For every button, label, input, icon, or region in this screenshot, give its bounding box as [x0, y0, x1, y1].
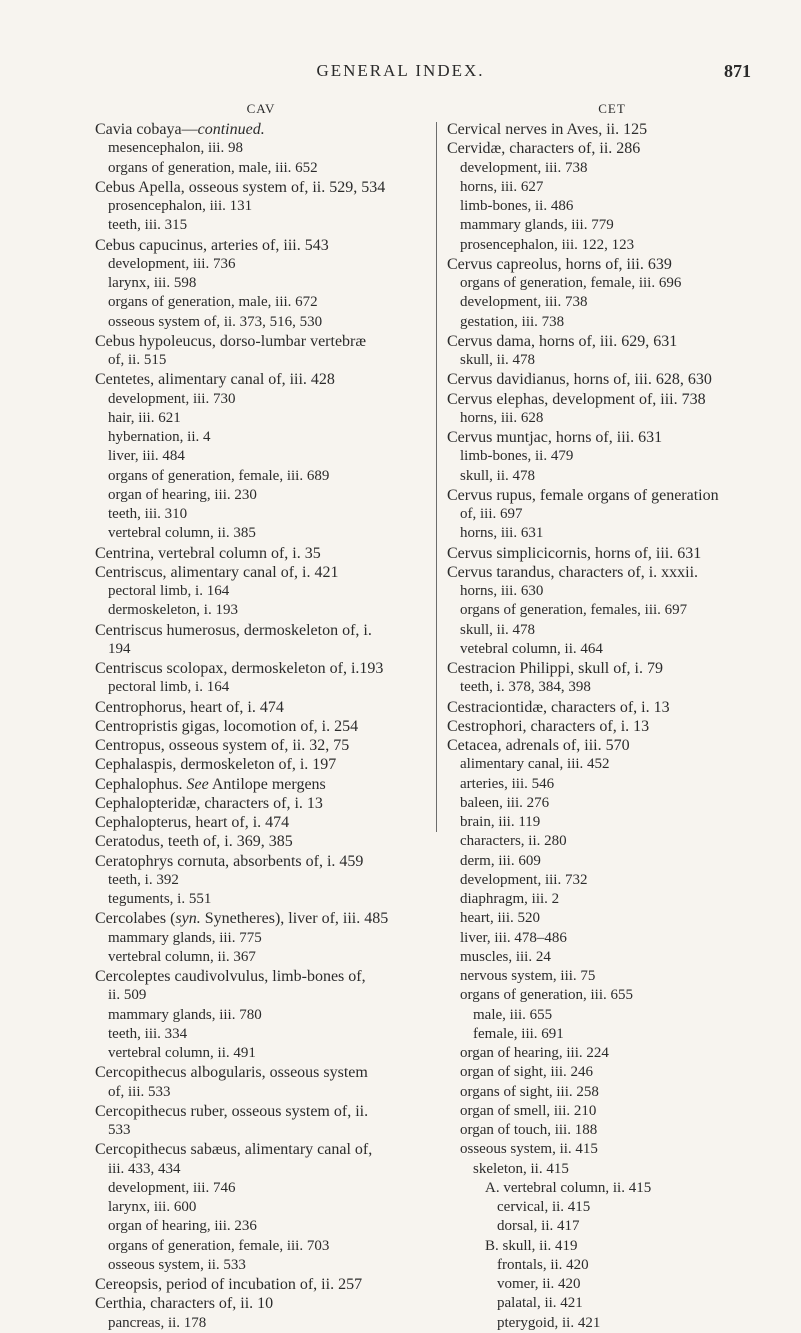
index-subentry: hybernation, ii. 4	[108, 429, 211, 445]
index-subentry: organ of hearing, iii. 230	[108, 486, 257, 503]
index-heading-entry: Centropus, osseous system of, ii. 32, 75	[95, 737, 350, 754]
index-heading-entry: Cestraciontidæ, characters of, i. 13	[447, 698, 670, 716]
index-subentry: skeleton, ii. 415	[473, 1160, 569, 1177]
index-heading-entry: Centriscus, alimentary canal of, i. 421	[95, 563, 339, 581]
index-column-left	[95, 101, 427, 1333]
index-entries-left	[95, 120, 427, 1333]
index-subentry: organs of generation, females, iii. 697	[460, 602, 688, 619]
index-heading-entry: Cercoleptes caudivolvulus, limb-bones of,	[95, 968, 366, 985]
index-subentry: dorsal, ii. 417	[497, 1218, 580, 1235]
index-subentry: 533	[108, 1122, 131, 1138]
index-entries-right	[447, 120, 777, 1333]
index-heading-entry: Cervus capreolus, horns of, iii. 639	[447, 255, 672, 273]
index-subentry: gestation, iii. 738	[460, 313, 565, 330]
index-heading-entry: Cetacea, adrenals of, iii. 570	[447, 737, 630, 754]
index-heading-entry: Cercolabes (syn. Synetheres), liver of, iii. 485	[95, 910, 389, 928]
index-subentry: brain, iii. 119	[460, 814, 541, 830]
index-subentry: skull, ii. 478	[460, 352, 536, 368]
index-subentry: ii. 509	[108, 987, 147, 1004]
running-head: GENERAL INDEX.	[316, 61, 485, 80]
index-subentry: pectoral limb, i. 164	[108, 583, 230, 599]
index-subentry: horns, iii. 630	[460, 583, 544, 599]
page-number: 871	[724, 61, 751, 81]
index-subentry: teeth, i. 378, 384, 398	[460, 679, 591, 696]
index-subentry: teeth, iii. 334	[108, 1025, 188, 1042]
index-subentry: horns, iii. 628	[460, 409, 544, 426]
index-heading-entry: Centetes, alimentary canal of, iii. 428	[95, 371, 335, 389]
index-heading-entry: Cervus rupus, female organs of generation	[447, 486, 719, 504]
index-subentry: mammary glands, iii. 775	[108, 929, 262, 946]
index-subentry: organs of generation, male, iii. 672	[108, 294, 318, 311]
index-subentry: male, iii. 655	[473, 1006, 553, 1023]
index-heading-entry: Cercopithecus albogularis, osseous system	[95, 1064, 368, 1082]
index-subentry: of, iii. 533	[108, 1083, 171, 1100]
index-subentry: development, iii. 738	[460, 294, 588, 311]
index-subentry: baleen, iii. 276	[460, 794, 550, 811]
index-subentry: organs of generation, female, iii. 696	[460, 275, 682, 291]
index-subentry: teeth, iii. 315	[108, 217, 188, 234]
index-heading-entry: Cereopsis, period of incubation of, ii. 257	[95, 1276, 363, 1293]
index-subentry: limb-bones, ii. 479	[460, 448, 574, 465]
column-divider	[436, 122, 437, 832]
index-heading-entry: Cestrophori, characters of, i. 13	[447, 717, 650, 735]
index-heading-entry: Centriscus scolopax, dermoskeleton of, i.193	[95, 660, 384, 677]
index-heading-entry: Ceratophrys cornuta, absorbents of, i. 459	[95, 852, 364, 870]
index-subentry: of, iii. 697	[460, 506, 523, 522]
index-heading-entry: Cercopithecus ruber, osseous system of, ii.	[95, 1102, 369, 1120]
index-subentry: characters, ii. 280	[460, 833, 567, 850]
index-subentry: vomer, ii. 420	[497, 1276, 581, 1292]
index-heading-entry: Cephalaspis, dermoskeleton of, i. 197	[95, 756, 337, 774]
index-heading-entry: Ceratodus, teeth of, i. 369, 385	[95, 833, 293, 851]
index-subentry: alimentary canal, iii. 452	[460, 756, 610, 773]
index-heading-entry: Cervical nerves in Aves, ii. 125	[447, 121, 648, 138]
index-subentry: pancreas, ii. 178	[108, 1314, 207, 1331]
index-subentry: diaphragm, iii. 2	[460, 891, 560, 907]
index-heading-entry: Cervus dama, horns of, iii. 629, 631	[447, 332, 678, 350]
index-subentry: organ of hearing, iii. 236	[108, 1218, 257, 1235]
index-heading-entry: Certhia, characters of, ii. 10	[95, 1295, 274, 1313]
index-subentry: development, iii. 746	[108, 1179, 236, 1196]
index-subentry: prosencephalon, iii. 122, 123	[460, 236, 635, 253]
index-heading-entry: Cestracion Philippi, skull of, i. 79	[447, 660, 663, 677]
index-subentry: organs of generation, iii. 655	[460, 987, 634, 1004]
index-subentry: horns, iii. 631	[460, 525, 544, 542]
index-subentry: A. vertebral column, ii. 415	[485, 1179, 652, 1196]
index-subentry: organ of sight, iii. 246	[460, 1064, 594, 1081]
index-subentry: osseous system, ii. 415	[460, 1141, 598, 1158]
index-subentry: frontals, ii. 420	[497, 1256, 589, 1273]
index-subentry: B. skull, ii. 419	[485, 1237, 578, 1254]
index-subentry: mammary glands, iii. 779	[460, 217, 614, 234]
index-subentry: development, iii. 732	[460, 871, 588, 888]
index-heading-entry: Centrophorus, heart of, i. 474	[95, 698, 284, 716]
index-subentry: cervical, ii. 415	[497, 1199, 591, 1215]
page-header	[0, 61, 801, 85]
index-subentry: teguments, i. 551	[108, 891, 212, 907]
index-subentry: organ of hearing, iii. 224	[460, 1045, 609, 1061]
index-subentry: skull, ii. 478	[460, 621, 536, 638]
index-heading-entry: Cebus Apella, osseous system of, ii. 529, 534	[95, 178, 386, 196]
index-subentry: development, iii. 736	[108, 255, 236, 272]
index-subentry: vertebral column, ii. 385	[108, 525, 256, 542]
index-subentry: heart, iii. 520	[460, 910, 540, 927]
index-subentry: teeth, iii. 310	[108, 506, 188, 522]
index-heading-entry: Cavia cobaya—continued.	[95, 121, 265, 138]
index-subentry: limb-bones, ii. 486	[460, 198, 574, 214]
column-heading-right: CET	[598, 101, 626, 116]
index-heading-entry: Cephalophus. See Antilope mergens	[95, 775, 326, 793]
index-heading-entry: Cercopithecus sabæus, alimentary canal of,	[95, 1141, 373, 1159]
index-heading-entry: Cervus tarandus, characters of, i. xxxii.	[447, 563, 699, 581]
index-heading-entry: Cebus capucinus, arteries of, iii. 543	[95, 236, 329, 254]
index-subentry: nervous system, iii. 75	[460, 968, 596, 984]
column-heading-left: CAV	[246, 101, 276, 116]
index-heading-entry: Cephalopterus, heart of, i. 474	[95, 814, 290, 831]
index-subentry: larynx, iii. 600	[108, 1199, 197, 1215]
index-subentry: development, iii. 738	[460, 159, 588, 176]
index-heading-entry: Cervus elephas, development of, iii. 738	[447, 390, 706, 408]
index-subentry: skull, ii. 478	[460, 467, 536, 484]
index-subentry: mammary glands, iii. 780	[108, 1006, 262, 1023]
index-subentry: organ of touch, iii. 188	[460, 1122, 598, 1138]
index-heading-entry: Cebus hypoleucus, dorso-lumbar vertebræ	[95, 332, 367, 350]
index-subentry: mesencephalon, iii. 98	[108, 140, 243, 157]
index-subentry: organs of sight, iii. 258	[460, 1083, 599, 1100]
index-subentry: osseous system of, ii. 373, 516, 530	[108, 313, 323, 330]
index-subentry: pterygoid, ii. 421	[497, 1314, 601, 1331]
index-subentry: pectoral limb, i. 164	[108, 679, 230, 696]
index-subentry: development, iii. 730	[108, 390, 236, 407]
index-heading-entry: Cervus davidianus, horns of, iii. 628, 630	[447, 371, 712, 389]
index-subentry: iii. 433, 434	[108, 1160, 181, 1177]
index-subentry: of, ii. 515	[108, 352, 167, 368]
index-subentry: organ of smell, iii. 210	[460, 1102, 597, 1119]
index-subentry: teeth, i. 392	[108, 871, 179, 888]
index-subentry: arteries, iii. 546	[460, 775, 555, 792]
index-subentry: muscles, iii. 24	[460, 948, 551, 965]
index-heading-entry: Cervus muntjac, horns of, iii. 631	[447, 429, 663, 446]
index-subentry: organs of generation, female, iii. 689	[108, 467, 330, 484]
index-heading-entry: Centropristis gigas, locomotion of, i. 254	[95, 717, 359, 735]
index-subentry: liver, iii. 484	[108, 448, 185, 465]
index-subentry: vetebral column, ii. 464	[460, 640, 603, 657]
index-subentry: horns, iii. 627	[460, 178, 544, 195]
index-subentry: organs of generation, female, iii. 703	[108, 1237, 330, 1254]
index-subentry: vertebral column, ii. 491	[108, 1045, 256, 1061]
index-heading-entry: Centrina, vertebral column of, i. 35	[95, 544, 321, 562]
index-subentry: prosencephalon, iii. 131	[108, 198, 253, 214]
index-heading-entry: Cervidæ, characters of, ii. 286	[447, 140, 641, 158]
index-subentry: vertebral column, ii. 367	[108, 948, 256, 965]
index-subentry: larynx, iii. 598	[108, 275, 197, 291]
index-subentry: hair, iii. 621	[108, 409, 181, 426]
index-heading-entry: Cephalopteridæ, characters of, i. 13	[95, 794, 323, 812]
index-subentry: liver, iii. 478–486	[460, 929, 567, 946]
index-column-right	[447, 101, 777, 1333]
index-heading-entry: Centriscus humerosus, dermoskeleton of, i.	[95, 621, 372, 639]
index-subentry: palatal, ii. 421	[497, 1295, 583, 1312]
index-subentry: female, iii. 691	[473, 1025, 564, 1042]
index-subentry: 194	[108, 640, 131, 657]
index-heading-entry: Cervus simplicicornis, horns of, iii. 631	[447, 544, 702, 562]
index-subentry: dermoskeleton, i. 193	[108, 602, 238, 619]
index-subentry: osseous system, ii. 533	[108, 1256, 246, 1273]
index-subentry: organs of generation, male, iii. 652	[108, 159, 318, 176]
index-subentry: derm, iii. 609	[460, 852, 541, 869]
